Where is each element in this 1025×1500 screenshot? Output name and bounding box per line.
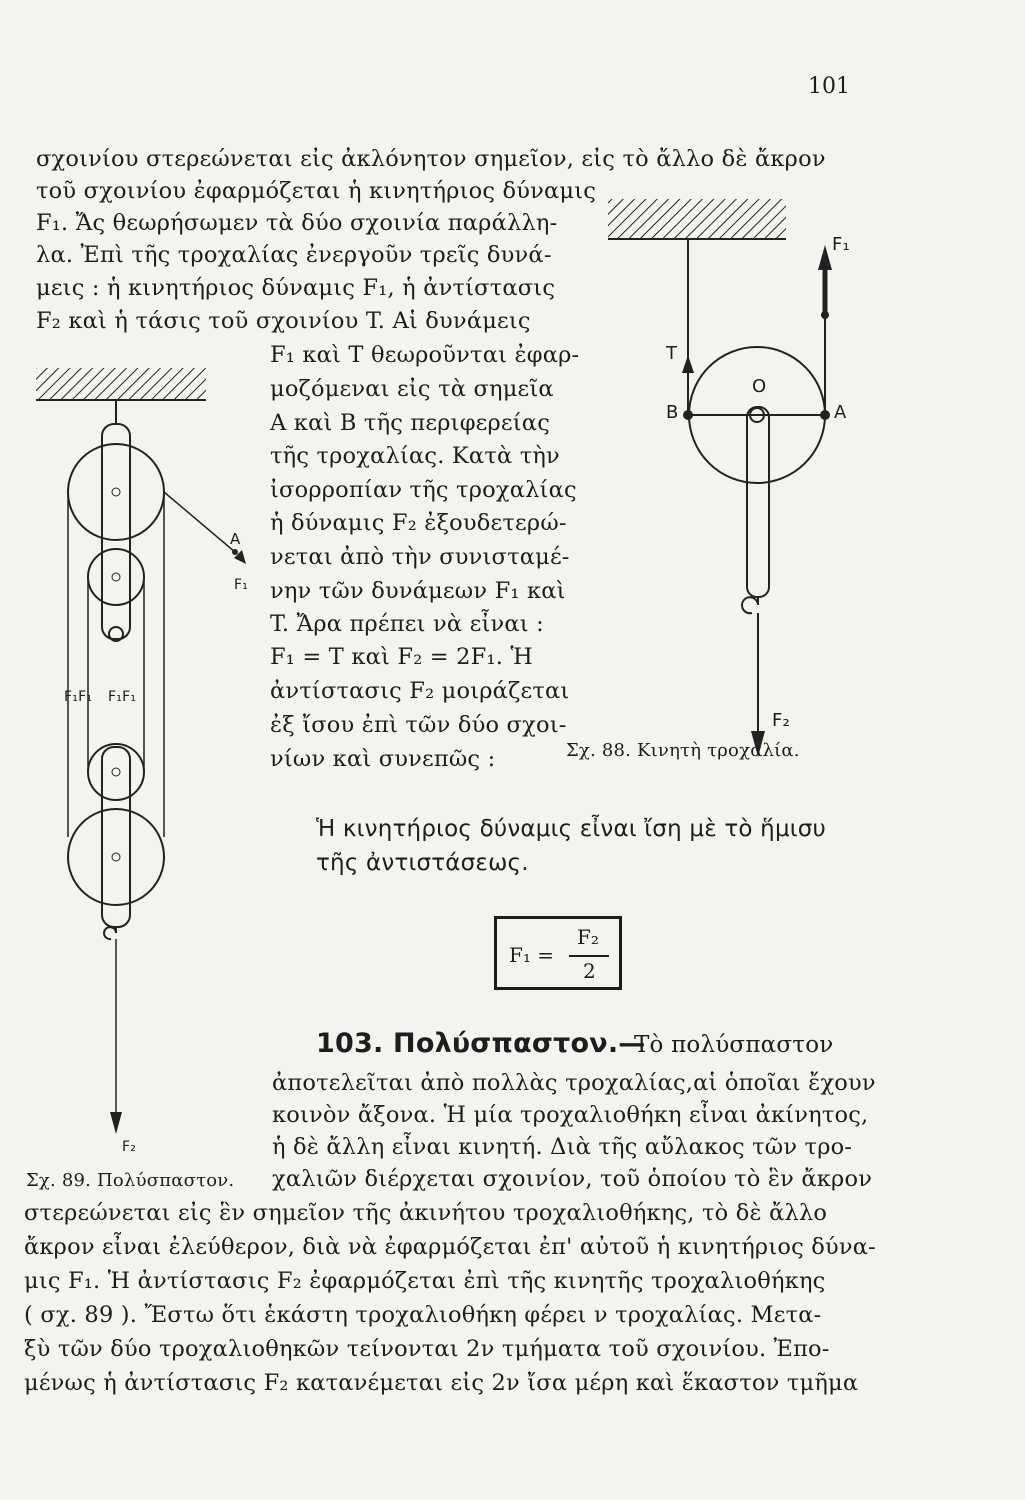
movable-pulley-large	[68, 809, 164, 905]
text-line: νίων καὶ συνεπῶς :	[270, 746, 496, 772]
fraction-bar	[569, 955, 609, 957]
label-b: B	[666, 402, 679, 423]
figure-89-diagram	[30, 362, 270, 1162]
text-line: F₁ = T καὶ F₂ = 2F₁. Ἡ	[270, 644, 533, 670]
movable-pulley-small	[88, 744, 144, 800]
text-line: μένως ἡ ἀντίστασις F₂ κατανέμεται εἰς 2ν ἴσα μέρη καὶ ἕκαστον τμῆμα	[24, 1370, 859, 1396]
text-line: σχοινίου στερεώνεται εἰς ἀκλόνητον σημεῖον, εἰς τὸ ἄλλο δὲ ἄκρον	[36, 146, 826, 172]
hook	[742, 597, 758, 613]
label-a: A	[834, 402, 847, 423]
text-line: A καὶ B τῆς περιφερείας	[270, 410, 551, 436]
section-heading: 103. Πολύσπαστον.—	[316, 1028, 646, 1059]
text-line: κοινὸν ἄξονα. Ἡ μία τροχαλιοθήκη εἶναι ἀκίνητος,	[272, 1102, 869, 1128]
text-line: F₁ καὶ T θεωροῦνται ἐφαρ-	[270, 342, 580, 368]
text-line: νεται ἀπὸ τὴν συνισταμέ-	[270, 544, 570, 570]
fixed-pulley-large	[68, 444, 164, 540]
page-number: 101	[808, 74, 850, 99]
text-line: μοζόμεναι εἰς τὰ σημεῖα	[270, 376, 554, 402]
text-line: ξὺ τῶν δύο τροχαλιοθηκῶν τείνονται 2ν τμήματα τοῦ σχοινίου. Ἐπο-	[24, 1336, 830, 1362]
label-o: O	[752, 376, 767, 397]
text-line: ἀντίστασις F₂ μοιράζεται	[270, 678, 570, 704]
text-line: T. Ἄρα πρέπει νὰ εἶναι :	[270, 611, 544, 637]
ceiling-hatch	[608, 199, 786, 239]
movable-block	[102, 747, 130, 927]
label-f2: F₂	[122, 1139, 137, 1155]
label-f1-pair: F₁F₁	[108, 689, 137, 705]
arrow-f2	[110, 1112, 122, 1134]
formula-lhs: F₁ =	[509, 943, 555, 967]
fixed-pulley-small	[88, 549, 144, 605]
fixed-block	[102, 424, 130, 639]
text-line: ( σχ. 89 ). Ἔστω ὅτι ἑκάστη τροχαλιοθήκη φέρει ν τροχαλίας. Μετα-	[24, 1302, 822, 1328]
text-line: μις F₁. Ἡ ἀντίστασις F₂ ἐφαρμόζεται ἐπὶ τῆς κινητῆς τροχαλιοθήκης	[24, 1268, 826, 1294]
text-line: χαλιῶν διέρχεται σχοινίον, τοῦ ὁποίου τὸ ἓν ἄκρον	[272, 1166, 873, 1192]
text-line: ἡ δύναμις F₂ ἐξουδετερώ-	[270, 510, 567, 536]
text-line: F₂ καὶ ἡ τάσις τοῦ σχοινίου T. Αἱ δυνάμεις	[36, 308, 531, 334]
label-a: A	[230, 530, 241, 548]
text-line: τῆς τροχαλίας. Κατὰ τὴν	[270, 443, 560, 469]
label-t: T	[666, 343, 678, 364]
text-line: F₁. Ἄς θεωρήσωμεν τὰ δύο σχοινία παράλλη-	[36, 210, 558, 236]
text-line: τοῦ σχοινίου ἐφαρμόζεται ἡ κινητήριος δύναμις	[36, 178, 597, 204]
formula-box	[494, 916, 622, 990]
label-f1: F₁	[832, 234, 850, 255]
label-f1: F₁	[234, 577, 249, 593]
figure-88-caption: Σχ. 88. Κινητὴ τροχαλία.	[566, 740, 800, 761]
formula-numerator: F₂	[577, 925, 599, 949]
hook	[104, 927, 116, 939]
label-f2: F₂	[772, 710, 790, 731]
rule-statement-line2: τῆς ἀντιστάσεως.	[316, 850, 529, 876]
text-line: μεις : ἡ κινητήριος δύναμις F₁, ἡ ἀντίστασις	[36, 275, 556, 301]
text-line: λα. Ἐπὶ τῆς τροχαλίας ἐνεργοῦν τρεῖς δυνά-	[36, 242, 552, 268]
label-f1-pair: F₁F₁	[64, 689, 93, 705]
text-line: στερεώνεται εἰς ἓν σημεῖον τῆς ἀκινήτου τροχαλιοθήκης, τὸ δὲ ἄλλο	[24, 1200, 828, 1226]
text-line: ἰσορροπίαν τῆς τροχαλίας	[270, 477, 577, 503]
section-heading-cont: Τὸ πολύσπαστον	[634, 1032, 834, 1058]
text-line: ἐξ ἴσου ἐπὶ τῶν δύο σχοι-	[270, 712, 567, 738]
formula-denominator: 2	[583, 959, 596, 983]
rule-statement-line1: Ἡ κινητήριος δύναμις εἶναι ἴση μὲ τὸ ἥμισυ	[316, 816, 827, 842]
arrow-t	[682, 355, 694, 373]
pulley-block	[747, 407, 769, 597]
arrow-f1	[818, 245, 832, 270]
ceiling-hatch	[36, 368, 206, 400]
figure-88-diagram	[580, 185, 860, 745]
text-line: ἡ δὲ ἄλλη εἶναι κινητή. Διὰ τῆς αὔλακος τῶν τρο-	[272, 1134, 853, 1160]
text-line: ἀποτελεῖται ἀπὸ πολλὰς τροχαλίας,αἱ ὁποῖαι ἔχουν	[272, 1070, 876, 1096]
text-line: νην τῶν δυνάμεων F₁ καὶ	[270, 578, 566, 604]
text-line: ἄκρον εἶναι ἐλεύθερον, διὰ νὰ ἐφαρμόζεται ἐπ' αὐτοῦ ἡ κινητήριος δύνα-	[24, 1234, 876, 1260]
figure-89-caption: Σχ. 89. Πολύσπαστον.	[26, 1170, 235, 1191]
